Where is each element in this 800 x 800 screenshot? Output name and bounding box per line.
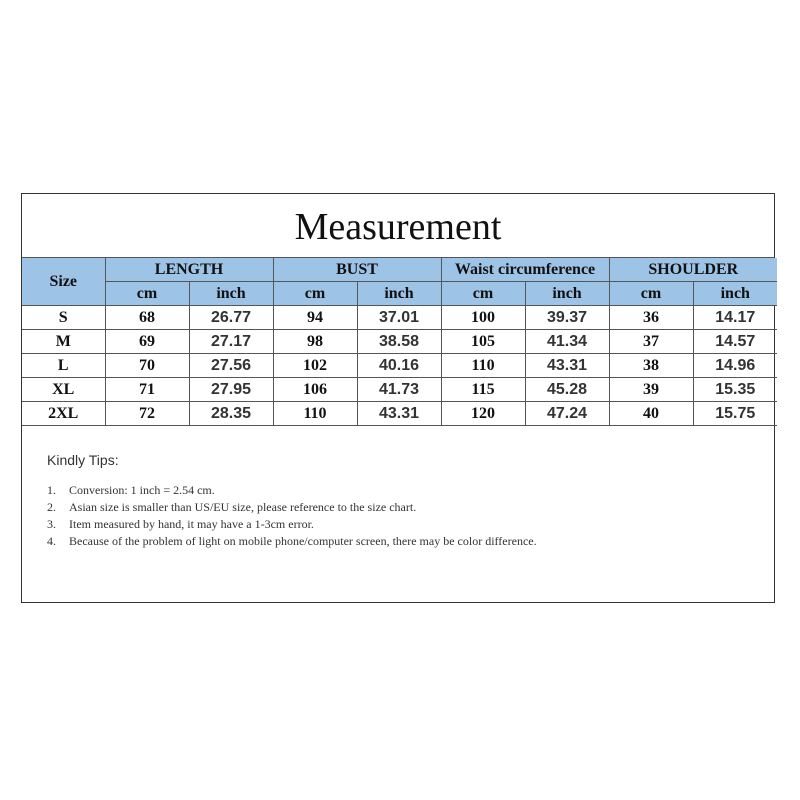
- unit-header-inch: inch: [357, 282, 441, 306]
- size-table: [22, 258, 777, 426]
- measurement-chart: [21, 193, 775, 603]
- tips-title: Kindly Tips:: [47, 452, 119, 468]
- waist-header: Waist circumference: [441, 258, 609, 282]
- value-cell: 115: [441, 378, 525, 402]
- value-cell: 14.96: [693, 354, 777, 378]
- value-cell: 98: [273, 330, 357, 354]
- unit-header-inch: inch: [693, 282, 777, 306]
- shoulder-header: SHOULDER: [609, 258, 777, 282]
- value-cell: 106: [273, 378, 357, 402]
- table-row: [22, 330, 777, 354]
- length-header: LENGTH: [105, 258, 273, 282]
- value-cell: 15.35: [693, 378, 777, 402]
- tip-number: 3.: [47, 517, 56, 531]
- size-cell: M: [22, 330, 105, 354]
- value-cell: 43.31: [525, 354, 609, 378]
- table-row: [22, 378, 777, 402]
- size-cell: XL: [22, 378, 105, 402]
- size-cell: L: [22, 354, 105, 378]
- value-cell: 43.31: [357, 402, 441, 426]
- value-cell: 45.28: [525, 378, 609, 402]
- tip-number: 2.: [47, 500, 56, 514]
- value-cell: 47.24: [525, 402, 609, 426]
- tip-item: [47, 516, 589, 533]
- unit-header-inch: inch: [525, 282, 609, 306]
- value-cell: 37: [609, 330, 693, 354]
- value-cell: 110: [441, 354, 525, 378]
- size-column-header: Size: [22, 258, 105, 306]
- value-cell: 72: [105, 402, 189, 426]
- value-cell: 68: [105, 306, 189, 330]
- tip-text: Because of the problem of light on mobile phone/computer screen, there may be color difference.: [69, 534, 537, 548]
- value-cell: 70: [105, 354, 189, 378]
- value-cell: 120: [441, 402, 525, 426]
- tip-item: [47, 533, 589, 550]
- unit-header-cm: cm: [273, 282, 357, 306]
- value-cell: 36: [609, 306, 693, 330]
- value-cell: 41.73: [357, 378, 441, 402]
- value-cell: 105: [441, 330, 525, 354]
- unit-header-cm: cm: [609, 282, 693, 306]
- unit-header-cm: cm: [441, 282, 525, 306]
- table-row: [22, 354, 777, 378]
- value-cell: 28.35: [189, 402, 273, 426]
- size-cell: S: [22, 306, 105, 330]
- tip-item: [47, 482, 589, 499]
- size-cell: 2XL: [22, 402, 105, 426]
- value-cell: 27.56: [189, 354, 273, 378]
- value-cell: 69: [105, 330, 189, 354]
- value-cell: 14.17: [693, 306, 777, 330]
- bust-header: BUST: [273, 258, 441, 282]
- unit-header-cm: cm: [105, 282, 189, 306]
- value-cell: 27.17: [189, 330, 273, 354]
- tip-text: Conversion: 1 inch = 2.54 cm.: [69, 483, 215, 497]
- table-row: [22, 306, 777, 330]
- value-cell: 38: [609, 354, 693, 378]
- value-cell: 102: [273, 354, 357, 378]
- tip-item: [47, 499, 589, 516]
- value-cell: 38.58: [357, 330, 441, 354]
- value-cell: 100: [441, 306, 525, 330]
- value-cell: 40.16: [357, 354, 441, 378]
- value-cell: 14.57: [693, 330, 777, 354]
- tips-list: [47, 482, 774, 550]
- tip-number: 1.: [47, 483, 56, 497]
- value-cell: 41.34: [525, 330, 609, 354]
- tip-number: 4.: [47, 534, 56, 548]
- chart-title: Measurement: [22, 194, 774, 258]
- unit-header-inch: inch: [189, 282, 273, 306]
- value-cell: 27.95: [189, 378, 273, 402]
- value-cell: 15.75: [693, 402, 777, 426]
- table-row: [22, 402, 777, 426]
- value-cell: 71: [105, 378, 189, 402]
- tip-text: Asian size is smaller than US/EU size, please reference to the size chart.: [69, 500, 417, 514]
- value-cell: 39.37: [525, 306, 609, 330]
- kindly-tips: [22, 426, 774, 550]
- tip-text: Item measured by hand, it may have a 1-3cm error.: [69, 517, 314, 531]
- value-cell: 39: [609, 378, 693, 402]
- value-cell: 94: [273, 306, 357, 330]
- value-cell: 26.77: [189, 306, 273, 330]
- value-cell: 110: [273, 402, 357, 426]
- value-cell: 37.01: [357, 306, 441, 330]
- value-cell: 40: [609, 402, 693, 426]
